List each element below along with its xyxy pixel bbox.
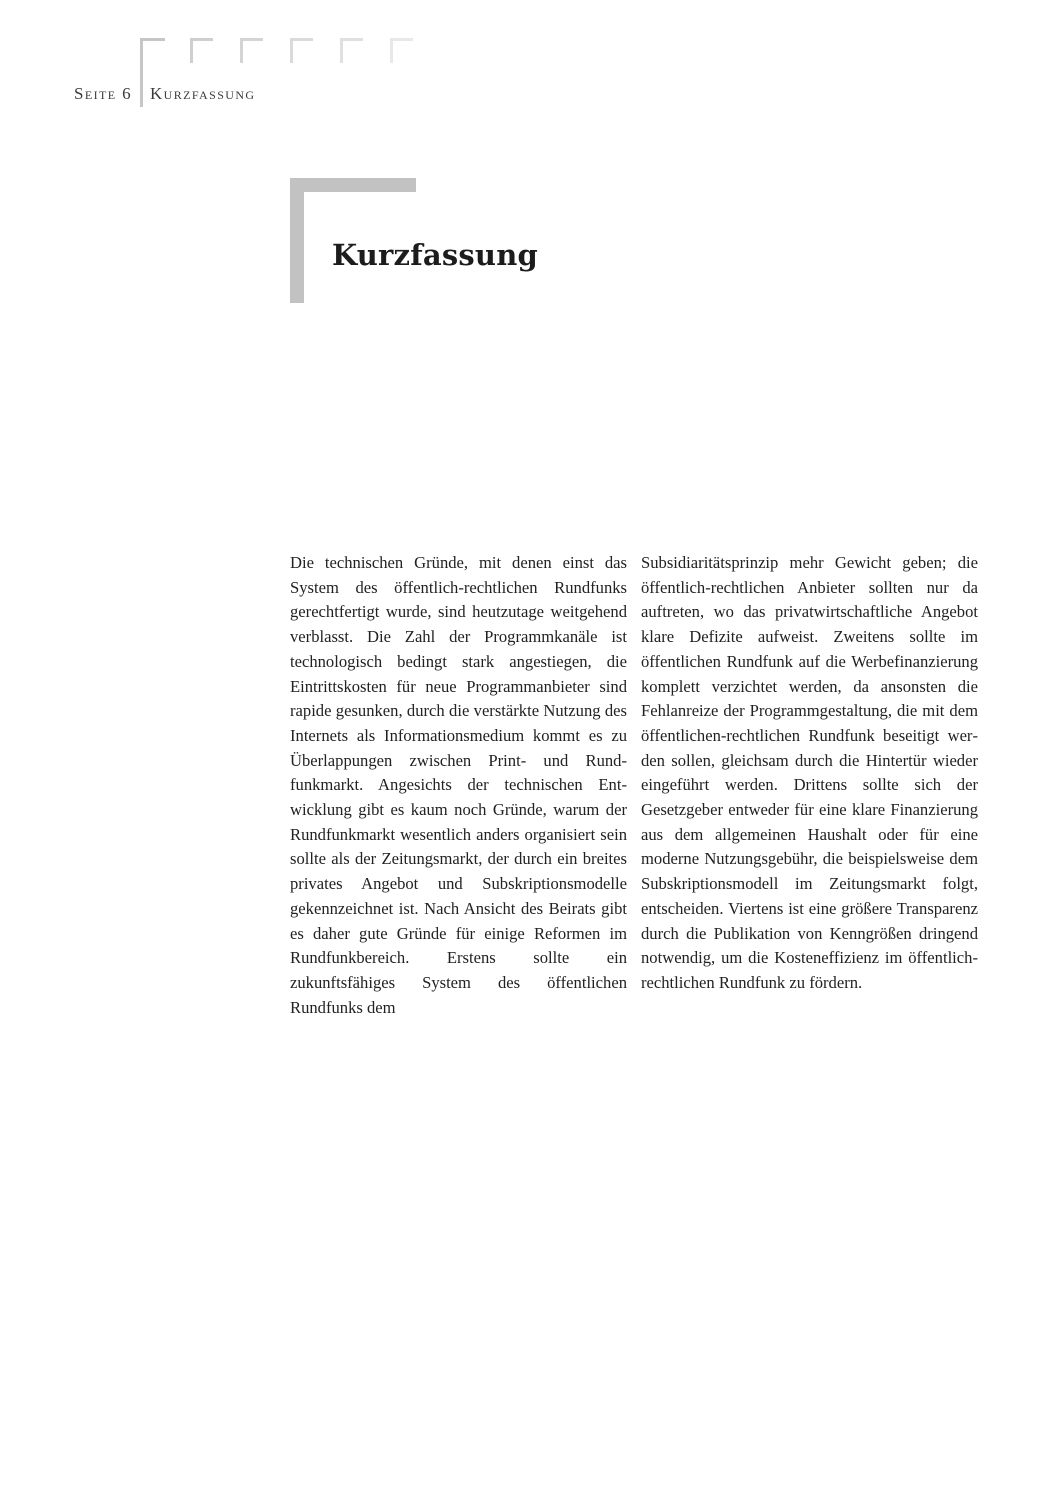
header-bracket-decor (390, 38, 413, 63)
running-head-page-number: Seite 6 (74, 84, 132, 103)
body-column-left: Die technischen Gründe, mit denen einst das System des öffentlich-rechtlichen Rundfunks gerechtfertigt wurde, sind heutzutage weitgehend verblasst. Die Zahl der Programmkanäle ist technologisch bedingt stark angestiegen, die Eintrittskosten für neue Programmanbieter sind rapide gesunken, durch die verstärkte Nutzung des Internets als Informationsmedium kommt es zu Überlappungen zwischen Print- und Rundfunkmarkt. Angesichts der technischen Entwicklung gibt es kaum noch Gründe, warum der Rundfunkmarkt wesentlich anders organisiert sein sollte als der Zeitungsmarkt, der durch ein breites privates Angebot und Subskriptionsmodelle gekennzeichnet ist. Nach Ansicht des Beirats gibt es daher gute Gründe für einige Reformen im Rundfunkbereich. Erstens sollte ein zukunftsfähiges System des öffentlichen Rundfunks dem (290, 553, 627, 1017)
page-title: Kurzfassung (332, 238, 538, 272)
header-bracket-decor (290, 38, 313, 63)
body-text (290, 551, 978, 1020)
header-bracket-decor (340, 38, 363, 63)
header-bracket-decor (240, 38, 263, 63)
body-column-right: Subsidiaritätsprinzip mehr Gewicht geben; die öffentlich-rechtlichen Anbieter sollten nur da auftreten, wo das privatwirtschaftliche Angebot klare Defizite aufweist. Zweitens sollte im öffentlichen Rundfunk auf die Werbefinanzierung komplett verzichtet werden, da ansonsten die Fehlanreize der Programmgestaltung, die mit dem öffentlichen-rechtlichen Rundfunk beseitigt werden sollen, gleichsam durch die Hintertür wieder eingeführt werden. Drittens sollte sich der Gesetzgeber entweder für eine klare Finanzierung aus dem allgemeinen Haushalt oder für eine moderne Nutzungsgebühr, die beispielsweise dem Subskriptionsmodell im Zeitungsmarkt folgt, entscheiden. Viertens ist eine größere Transparenz durch die Publikation von Kenngrößen dringend notwendig, um die Kosteneffizienz im öffentlich-rechtlichen Rundfunk zu fördern. (641, 553, 978, 992)
running-head-section-title: Kurzfassung (150, 84, 256, 103)
header-bracket-decor (190, 38, 213, 63)
